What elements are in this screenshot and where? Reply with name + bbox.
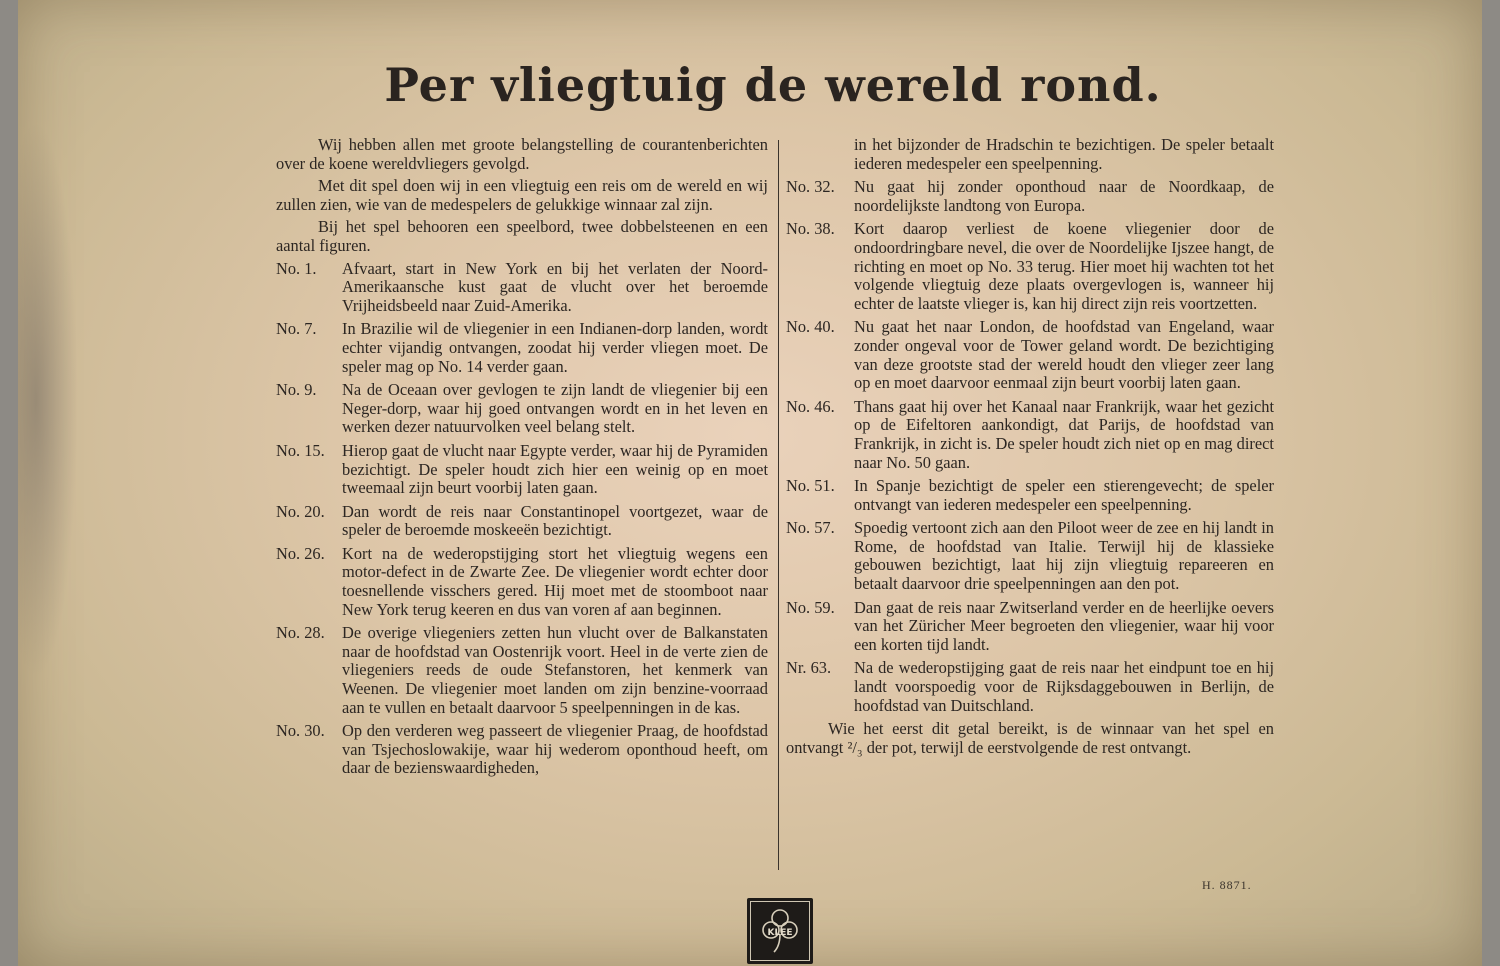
rule-item [276, 320, 768, 376]
rule-item [786, 398, 1274, 472]
rule-item [276, 722, 768, 778]
rule-number: No. 51. [786, 476, 835, 496]
rule-number: No. 28. [276, 623, 325, 643]
rule-number: No. 7. [276, 319, 317, 339]
rule-item [276, 624, 768, 717]
rule-number: No. 20. [276, 501, 325, 521]
rule-number: No. 57. [786, 518, 835, 538]
rule-text: De overige vliegeniers zetten hun vlucht over de Balkanstaten naar de hoofdstad van Oostenrijk voort. Heel in de verte zien de vliegeniers reeds de oude Stefanstoren, het kenmerk van Weenen. De vliegenier moet landen om zijn benzine-voorraad aan te vullen en betaalt daarvoor 5 speelpenningen in de kas. [342, 623, 768, 717]
rule-number: No. 30. [276, 721, 325, 741]
rule-text: Dan gaat de reis naar Zwitserland verder en de heerlijke oevers van het Züricher Meer begroeten den vliegenier, waar hij voor een korten tijd landt. [854, 597, 1274, 654]
rule-item [276, 260, 768, 316]
right-column [786, 136, 1274, 761]
rule-number: No. 40. [786, 317, 835, 337]
page-title: Per vliegtuig de wereld rond. [384, 58, 1162, 112]
intro-paragraph: Bij het spel behooren een speelbord, twee dobbelsteenen en een aantal figuren. [276, 217, 768, 255]
rule-text: Na de Oceaan over gevlogen te zijn landt de vliegenier bij een Neger-dorp, waar hij goed ontvangen wordt en in het leven en werken dezer natuurvolken veel belang stelt. [342, 380, 768, 437]
rule-item [276, 503, 768, 540]
rule-item [786, 178, 1274, 215]
rule-number: No. 26. [276, 543, 325, 563]
rule-number: No. 9. [276, 380, 317, 400]
rule-item [786, 477, 1274, 514]
rule-item [786, 318, 1274, 392]
rule-item [786, 599, 1274, 655]
rule-item [276, 442, 768, 498]
rule-item [786, 659, 1274, 715]
rule-number: No. 1. [276, 258, 317, 278]
rule-number: No. 38. [786, 219, 835, 239]
rule-text: In Spanje bezichtigt de speler een stierengevecht; de speler ontvangt van iederen medespeler een speelpenning. [854, 476, 1274, 514]
rule-number: No. 59. [786, 597, 835, 617]
closing-paragraph: Wie het eerst dit getal bereikt, is de winnaar van het spel en ontvangt ²/₃ der pot, terwijl de eerstvolgende de rest ontvangt. [786, 719, 1274, 757]
rule-text: Nu gaat hij zonder oponthoud naar de Noordkaap, de noordelijkste landtong von Europa. [854, 177, 1274, 215]
intro-paragraph: Wij hebben allen met groote belangstelling de courantenberichten over de koene wereldvliegers gevolgd. [276, 135, 768, 173]
intro-paragraph: Met dit spel doen wij in een vliegtuig een reis om de wereld en wij zullen zien, wie van de medespelers de gelukkige winnaar zal zijn. [276, 176, 768, 214]
rule-text: in het bijzonder de Hradschin te bezichtigen. De speler betaalt iederen medespeler een speelpenning. [854, 135, 1274, 173]
rule-number: No. 15. [276, 440, 325, 460]
paper-stain [18, 120, 78, 680]
rule-text: Kort daarop verliest de koene vliegenier door de ondoordringbare nevel, die over de Noordelijke Ijszee hangt, de richting en moet op No. 33 terug. Hier moet hij wachten tot het volgende vliegtuig deze plaats overgevlogen is, wanneer hij echter de laatste vlieger is, kan hij direct zijn reis voortzetten. [854, 219, 1274, 313]
rule-item [786, 220, 1274, 313]
rule-text: Na de wederopstijging gaat de reis naar het eindpunt toe en hij landt voorspoedig voor de Rijksdaggebouwen in Berlijn, de hoofdstad van Duitschland. [854, 658, 1274, 715]
rule-text: Thans gaat hij over het Kanaal naar Frankrijk, waar het gezicht op de Eifeltoren aankondigt, dat Parijs, de hoofdstad van Frankrijk, in zicht is. De speler houdt zich niet op en mag direct naar No. 50 gaan. [854, 396, 1274, 472]
rule-item [786, 519, 1274, 593]
column-divider [778, 140, 779, 870]
left-column [276, 136, 768, 783]
rule-item [276, 545, 768, 619]
rule-number: No. 46. [786, 396, 835, 416]
svg-text:KLEE: KLEE [767, 928, 793, 938]
rule-continuation [786, 136, 1274, 173]
rule-text: Kort na de wederopstijging stort het vliegtuig wegens een motor-defect in de Zwarte Zee. De vliegenier wordt echter door toesnellende visschers gered. Hij moet met de stoomboot naar New York terug keeren en dus van voren af aan beginnen. [342, 543, 768, 619]
rule-number: Nr. 63. [786, 658, 832, 678]
rule-text: Dan wordt de reis naar Constantinopel voortgezet, waar de speler de beroemde moskeeën bezichtigt. [342, 501, 768, 540]
rule-item [276, 381, 768, 437]
print-code: H. 8871. [1202, 878, 1252, 892]
clover-icon [762, 908, 798, 954]
rule-text: In Brazilie wil de vliegenier in een Indianen-dorp landen, wordt echter vijandig ontvangen, zoodat hij verder vliegen moet. De speler mag op No. 14 verder gaan. [342, 319, 768, 376]
rule-text: Spoedig vertoont zich aan den Piloot weer de zee en hij landt in Rome, de hoofdstad van Italie. Terwijl hij de klassieke gebouwen bezichtigt, laat hij zijn vliegtuig repareeren en betaalt daarvoor drie speelpenningen aan den pot. [854, 518, 1274, 594]
rule-text: Nu gaat het naar London, de hoofdstad van Engeland, waar zonder ongeval voor de Tower geland wordt. De bezichtiging van deze grootste stad der wereld houdt den vlieger zeer lang op en moet daarvoor eenmaal zijn beurt voorbij laten gaan. [854, 317, 1274, 393]
rule-number: No. 32. [786, 177, 835, 197]
klee-logo [747, 898, 813, 964]
rule-text: Op den verderen weg passeert de vliegenier Praag, de hoofdstad van Tsjechoslowakije, waar hij wederom oponthoud heeft, om daar de bezienswaardigheden, [342, 721, 768, 778]
rule-text: Hierop gaat de vlucht naar Egypte verder, waar hij de Pyramiden bezichtigt. De speler houdt zich hier een weinig op en moet tweemaal zijn beurt voorbij laten gaan. [342, 440, 768, 498]
rule-text: Afvaart, start in New York en bij het verlaten der Noord-Amerikaansche kust gaat de vlucht over het beroemde Vrijheidsbeeld naar Zuid-Amerika. [342, 258, 768, 315]
